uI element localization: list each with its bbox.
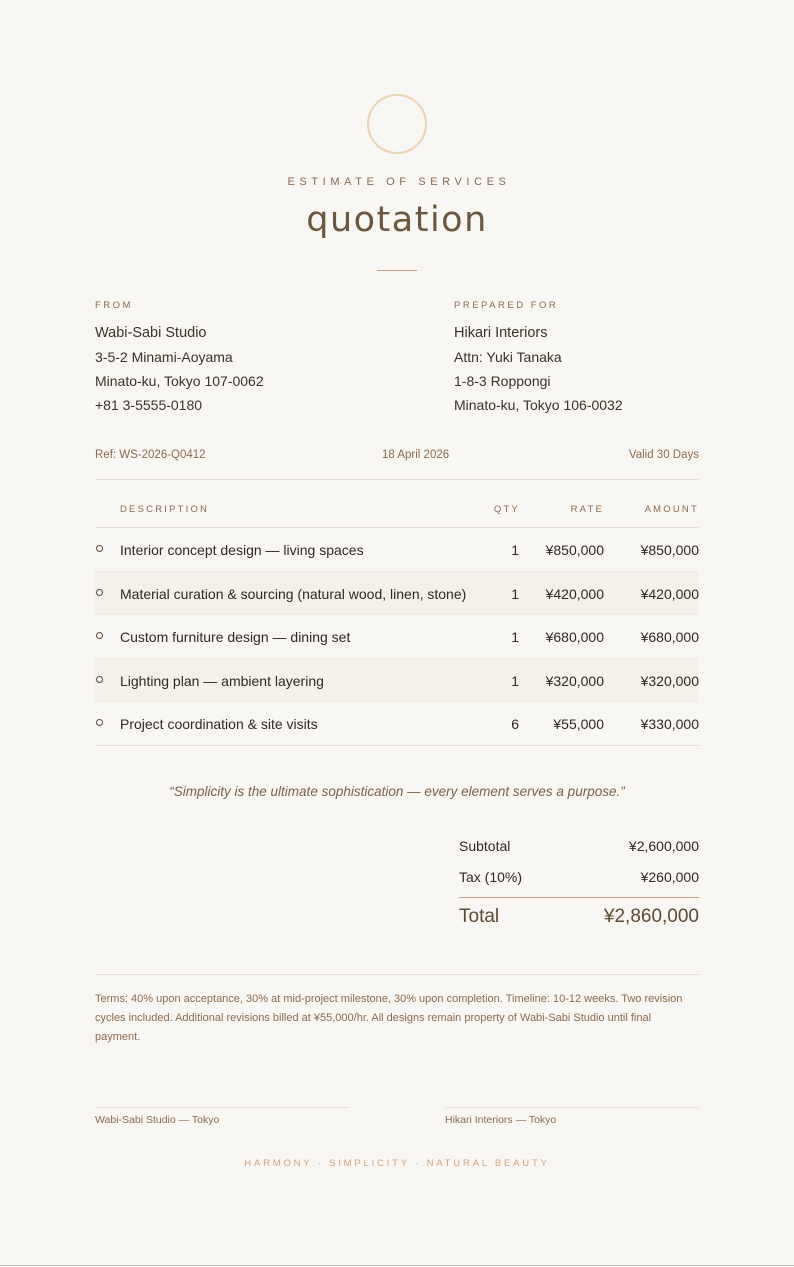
item-qty: 1 (511, 585, 519, 602)
total-value: ¥2,860,000 (603, 906, 699, 927)
total-label: Total (459, 906, 500, 927)
prepared-for-label: PREPARED FOR (454, 300, 559, 311)
table-row (95, 615, 699, 659)
circle-bullet-icon (95, 719, 105, 729)
column-header-rate: RATE (570, 504, 604, 515)
line-items (95, 528, 699, 746)
tax-label: Tax (10%) (459, 869, 523, 885)
prepared-for-block (454, 300, 754, 413)
from-address-line: Minato-ku, Tokyo 107-0062 (95, 373, 264, 389)
signature-line-studio: Wabi-Sabi Studio — Tokyo (95, 1107, 349, 1126)
circle-bullet-icon (95, 589, 105, 599)
quote-date: 18 April 2026 (382, 449, 450, 461)
item-description: Project coordination & site visits (120, 716, 318, 733)
quote-meta (95, 449, 699, 463)
document-eyebrow: ESTIMATE OF SERVICES (287, 176, 511, 188)
from-phone: +81 3-5555-0180 (95, 397, 203, 413)
item-qty: 1 (511, 629, 519, 646)
item-rate: ¥850,000 (545, 542, 604, 558)
item-amount: ¥680,000 (640, 629, 699, 646)
item-description: Material curation & sourcing (natural wood, linen, stone) (120, 585, 467, 602)
item-description: Lighting plan — ambient layering (120, 672, 324, 689)
from-label: FROM (95, 300, 133, 311)
totals-block (459, 836, 699, 938)
subtotal-value: ¥2,600,000 (628, 838, 699, 854)
column-header-amount: AMOUNT (644, 504, 699, 515)
circle-bullet-icon (95, 545, 105, 555)
footer-tagline: HARMONY · SIMPLICITY · NATURAL BEAUTY (244, 1158, 550, 1169)
tax-row (459, 867, 699, 898)
validity: Valid 30 Days (628, 449, 699, 461)
document-title: quotation (306, 200, 488, 240)
from-name: Wabi-Sabi Studio (95, 325, 207, 341)
table-row (95, 659, 699, 703)
divider (95, 974, 699, 975)
client-name: Hikari Interiors (454, 325, 548, 341)
item-amount: ¥850,000 (640, 542, 699, 558)
from-address-line: 3-5-2 Minami-Aoyama (95, 349, 233, 365)
from-block (95, 300, 395, 413)
philosophy-quote: “Simplicity is the ultimate sophistication — every element serves a purpose.” (169, 784, 625, 799)
client-address-line: 1-8-3 Roppongi (454, 373, 551, 389)
subtotal-label: Subtotal (459, 838, 511, 854)
column-header-qty: QTY (493, 504, 520, 515)
circle-bullet-icon (95, 632, 105, 642)
tax-value: ¥260,000 (640, 869, 699, 885)
table-row (95, 702, 699, 746)
total-row (459, 898, 699, 938)
item-amount: ¥320,000 (640, 672, 699, 689)
item-rate: ¥320,000 (545, 672, 604, 689)
item-description: Custom furniture design — dining set (120, 629, 351, 646)
circle-emblem-icon (367, 94, 427, 154)
column-header-description: DESCRIPTION (120, 504, 210, 515)
table-header (95, 504, 699, 518)
item-qty: 1 (511, 542, 519, 558)
item-amount: ¥420,000 (640, 585, 699, 602)
item-rate: ¥420,000 (545, 585, 604, 602)
item-rate: ¥680,000 (545, 629, 604, 646)
item-qty: 6 (511, 716, 519, 733)
item-qty: 1 (511, 672, 519, 689)
terms-text: Terms: 40% upon acceptance, 30% at mid-project milestone, 30% upon completion. Timeline: 10-12 weeks. Two revision cycles included. Additional revisions billed at ¥55,000/hr. All designs remain property of Wabi-Sabi Studio until final payment. (95, 993, 683, 1043)
subtotal-row (459, 836, 699, 867)
table-row (95, 572, 699, 616)
circle-bullet-icon (95, 676, 105, 686)
item-amount: ¥330,000 (640, 716, 699, 733)
reference-number: Ref: WS-2026-Q0412 (95, 449, 206, 461)
item-description: Interior concept design — living spaces (120, 542, 364, 558)
signature-line-client: Hikari Interiors — Tokyo (445, 1107, 699, 1126)
item-rate: ¥55,000 (553, 716, 604, 733)
divider (95, 479, 699, 480)
client-attention: Attn: Yuki Tanaka (454, 349, 562, 365)
client-address-line: Minato-ku, Tokyo 106-0032 (454, 397, 623, 413)
table-row (95, 528, 699, 572)
title-divider (377, 270, 417, 271)
